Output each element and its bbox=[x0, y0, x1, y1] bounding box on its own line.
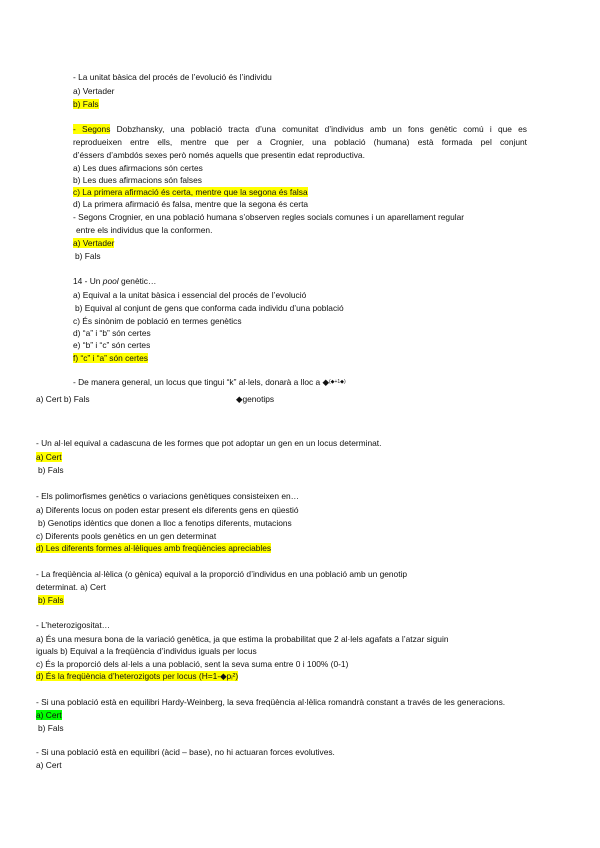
q2-option-a: a) Les dues afirmacions són certes bbox=[73, 163, 203, 173]
q10-question: - Si una població està en equilibri (àcid – base), no hi actuaran forces evolutives. bbox=[36, 747, 335, 757]
q14-question bbox=[73, 276, 156, 287]
q8-question: - L’heterozigositat… bbox=[36, 620, 111, 630]
q8-option-d-highlight: d) És la freqüència d’heterozigots per locus (H=1-◆pᵢ²) bbox=[36, 671, 239, 681]
q7-line-1: - La freqüència al·lèlica (o gènica) equival a la proporció d’individus en una població amb un genotip bbox=[36, 569, 408, 579]
q9-option-a bbox=[36, 710, 62, 721]
q4-options: a) Cert b) Fals bbox=[36, 394, 90, 404]
q6-option-a: a) Diferents locus on poden estar present els diferents gens en qüestió bbox=[36, 505, 299, 515]
q5-option-a bbox=[36, 452, 62, 463]
q2-line-2: reprodueixen entre ells, mentre que per a Crognier, una població (humana) està formada pel conjunt bbox=[73, 137, 527, 147]
q6-question: - Els polimorfismes genètics o variacions genètiques consisteixen en… bbox=[36, 491, 300, 501]
q2-option-d: d) La primera afirmació és falsa, mentre que la segona és certa bbox=[73, 199, 309, 209]
q2-line-3: d’éssers d’ambdós sexes però només aquells que presentin edat reproductiva. bbox=[73, 150, 365, 160]
q14-option-a: a) Equival a la unitat bàsica i essencial del procés de l’evolució bbox=[73, 290, 307, 300]
q14-italic-term: pool bbox=[102, 276, 119, 286]
q14-option-e: e) “b” i “c” són certes bbox=[73, 340, 151, 350]
q3-line-1: - Segons Crognier, en una població humana s’observen regles socials comunes i un aparellament regular bbox=[73, 212, 465, 222]
q9-question: - Si una població està en equilibri Hardy-Weinberg, la seva freqüència al·lèlica romandrà constant a través de les generacions. bbox=[36, 697, 506, 707]
q14-suffix: genètic… bbox=[120, 276, 157, 286]
q6-option-d-highlight: d) Les diferents formes al·lèliques amb freqüències apreciables bbox=[36, 543, 272, 553]
q6-option-c: c) Diferents pools genètics en un gen determinat bbox=[36, 531, 217, 541]
q1-question: - La unitat bàsica del procés de l’evolució és l’individu bbox=[73, 72, 272, 82]
q2-option-b: b) Les dues afirmacions són falses bbox=[73, 175, 202, 185]
q14-option-f-highlight: f) “c” i “a” són certes bbox=[73, 353, 148, 363]
q14-option-c: c) És sinònim de població en termes genètics bbox=[73, 316, 242, 326]
q10-option-a: a) Cert bbox=[36, 760, 62, 770]
q2-option-c-highlight: c) La primera afirmació és certa, mentre que la segona és falsa bbox=[73, 187, 308, 197]
q8-option-a: a) És una mesura bona de la variació genètica, ja que estima la probabilitat que 2 al·lels agafats a l’atzar siguin bbox=[36, 634, 449, 644]
q7-line-2: determinat. a) Cert bbox=[36, 582, 106, 592]
q14-prefix: 14 - Un bbox=[73, 276, 101, 286]
q3-option-a bbox=[73, 238, 114, 249]
q14-option-d: d) “a” i “b” són certes bbox=[73, 328, 151, 338]
q4-question-text: - De manera general, un locus que tingui “k” al·lels, donarà a lloc a ◆ bbox=[73, 377, 329, 387]
q2-option-c bbox=[73, 187, 308, 198]
q8-option-b: iguals b) Equival a la freqüència d’individus iguals per locus bbox=[36, 646, 257, 656]
q4-tail: ◆genotips bbox=[236, 394, 275, 404]
q5-option-b: b) Fals bbox=[38, 465, 64, 475]
q9-option-b: b) Fals bbox=[38, 723, 64, 733]
q5-option-a-highlight: a) Cert bbox=[36, 452, 62, 462]
q14-option-b: b) Equival al conjunt de gens que conforma cada individu d’una població bbox=[75, 303, 344, 313]
q3-option-a-highlight: a) Vertader bbox=[73, 238, 115, 248]
q4-question bbox=[73, 377, 346, 388]
q6-option-d bbox=[36, 543, 271, 554]
q7-option-b-highlight: b) Fals bbox=[38, 595, 64, 605]
q3-option-b: b) Fals bbox=[75, 251, 101, 261]
q8-option-c: c) És la proporció dels al·lels a una població, sent la seva suma entre 0 i 100% (0-1) bbox=[36, 659, 349, 669]
q5-question: - Un al·lel equival a cadascuna de les formes que pot adoptar un gen en un locus determinat. bbox=[36, 438, 382, 448]
q7-option-b bbox=[38, 595, 64, 606]
q2-line-1 bbox=[73, 124, 527, 135]
q3-line-2: entre els individus que la conformen. bbox=[76, 225, 213, 235]
q9-option-a-highlight: a) Cert bbox=[36, 710, 62, 720]
q1-option-a: a) Vertader bbox=[73, 86, 115, 96]
q2-lead-highlight: - Segons bbox=[73, 124, 111, 134]
q1-option-b bbox=[73, 99, 99, 110]
q14-option-f bbox=[73, 353, 148, 364]
q1-option-b-highlight: b) Fals bbox=[73, 99, 99, 109]
q6-option-b: b) Genotips idèntics que donen a lloc a fenotips diferents, mutacions bbox=[38, 518, 292, 528]
q2-line-1-text: Dobzhansky, una població tracta d’una comunitat d’individus amb un fons genètic comú i que es bbox=[116, 124, 527, 134]
q4-superscript: (◆+1◆) bbox=[328, 379, 346, 385]
q8-option-d bbox=[36, 671, 238, 682]
